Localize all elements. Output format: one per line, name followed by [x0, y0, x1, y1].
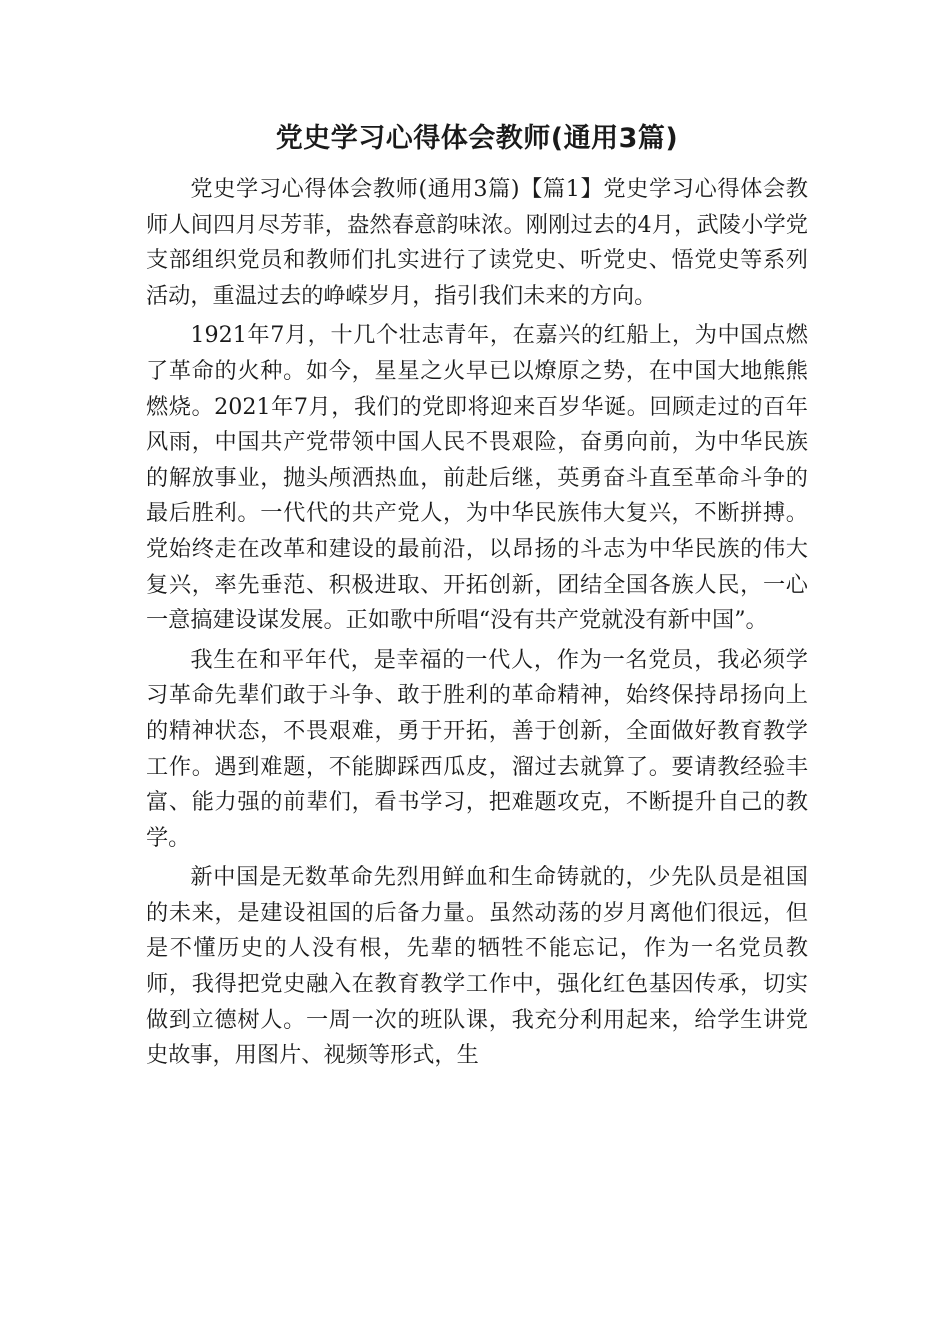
paragraph-4: 新中国是无数革命先烈用鲜血和生命铸就的，少先队员是祖国的未来，是建设祖国的后备力量。虽然动荡的岁月离他们很远，但是不懂历史的人没有根，先辈的牺牲不能忘记，作为一名党员教师，我得把党史融入在教育教学工作中，强化红色基因传承，切实做到立德树人。一周一次的班队课，我充分利用起来，给学生讲党史故事，用图片、视频等形式，生: [146, 864, 808, 1069]
document-page: [146, 112, 808, 1078]
document-title: 党史学习心得体会教师(通用3篇): [275, 123, 679, 154]
paragraph-1: 党史学习心得体会教师(通用3篇)【篇1】党史学习心得体会教师人间四月尽芳菲，盎然春意韵味浓。刚刚过去的4月，武陵小学党支部组织党员和教师们扎实进行了读党史、听党史、悟党史等系列活动，重温过去的峥嵘岁月，指引我们未来的方向。: [146, 176, 808, 309]
paragraph-2: 1921年7月，十几个壮志青年，在嘉兴的红船上，为中国点燃了革命的火种。如今，星星之火早已以燎原之势，在中国大地熊熊燃烧。2021年7月，我们的党即将迎来百岁华诞。回顾走过的百年风雨，中国共产党带领中国人民不畏艰险，奋勇向前，为中华民族的解放事业，抛头颅洒热血，前赴后继，英勇奋斗直至革命斗争的最后胜利。一代代的共产党人，为中华民族伟大复兴，不断拼搏。党始终走在改革和建设的最前沿，以昂扬的斗志为中华民族的伟大复兴，率先垂范、积极进取、开拓创新，团结全国各族人民，一心一意搞建设谋发展。正如歌中所唱“没有共产党就没有新中国”。: [146, 322, 808, 634]
paragraph-3: 我生在和平年代，是幸福的一代人，作为一名党员，我必须学习革命先辈们敢于斗争、敢于胜利的革命精神，始终保持昂扬向上的精神状态，不畏艰难，勇于开拓，善于创新，全面做好教育教学工作。遇到难题，不能脚踩西瓜皮，溜过去就算了。要请教经验丰富、能力强的前辈们，看书学习，把难题攻克，不断提升自己的教学。: [146, 646, 808, 851]
